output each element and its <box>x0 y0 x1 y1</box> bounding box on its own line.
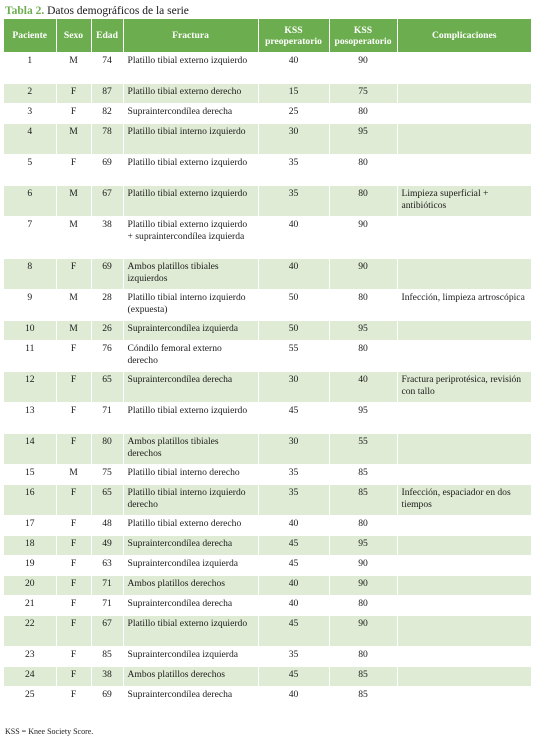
cell-fractura: Platillo tibial interno izquierdo derecho <box>123 485 258 516</box>
cell-sexo: F <box>56 372 91 403</box>
demographics-table <box>4 19 531 707</box>
cell-complicaciones <box>397 687 531 707</box>
cell-kss-pre: 45 <box>258 536 329 556</box>
cell-kss-pos: 80 <box>329 647 397 667</box>
cell-sexo: F <box>56 616 91 647</box>
cell-paciente: 21 <box>4 596 56 616</box>
cell-sexo: M <box>56 186 91 217</box>
header-sexo: Sexo <box>56 19 91 53</box>
cell-kss-pos: 80 <box>329 341 397 372</box>
cell-kss-pos: 80 <box>329 155 397 186</box>
cell-paciente: 2 <box>4 84 56 104</box>
cell-kss-pre: 40 <box>258 516 329 536</box>
cell-complicaciones <box>397 465 531 485</box>
header-edad: Edad <box>91 19 123 53</box>
cell-kss-pos: 80 <box>329 596 397 616</box>
cell-kss-pre: 30 <box>258 372 329 403</box>
cell-kss-pos: 90 <box>329 616 397 647</box>
cell-kss-pos: 90 <box>329 217 397 259</box>
cell-complicaciones: Limpieza superficial + antibióticos <box>397 186 531 217</box>
cell-sexo: F <box>56 341 91 372</box>
cell-sexo: F <box>56 556 91 576</box>
table-row <box>4 259 531 290</box>
header-kss-preoperatorio: KSS preoperatorio <box>258 19 329 53</box>
cell-paciente: 6 <box>4 186 56 217</box>
cell-fractura: Platillo tibial externo izquierdo <box>123 616 258 647</box>
cell-sexo: F <box>56 403 91 434</box>
cell-fractura: Supraintercondílea derecha <box>123 536 258 556</box>
cell-fractura: Ambos platillos derechos <box>123 667 258 687</box>
table-row <box>4 53 531 84</box>
cell-fractura: Platillo tibial externo izquierdo <box>123 155 258 186</box>
cell-sexo: F <box>56 434 91 465</box>
table-row <box>4 596 531 616</box>
cell-complicaciones <box>397 84 531 104</box>
cell-kss-pre: 45 <box>258 403 329 434</box>
cell-kss-pos: 90 <box>329 53 397 84</box>
cell-paciente: 1 <box>4 53 56 84</box>
cell-fractura: Supraintercondílea derecha <box>123 687 258 707</box>
header-complicaciones: Complicaciones <box>397 19 531 53</box>
cell-sexo: F <box>56 667 91 687</box>
cell-kss-pre: 30 <box>258 434 329 465</box>
cell-paciente: 14 <box>4 434 56 465</box>
cell-kss-pre: 35 <box>258 155 329 186</box>
cell-kss-pos: 80 <box>329 186 397 217</box>
cell-kss-pre: 55 <box>258 341 329 372</box>
cell-sexo: M <box>56 465 91 485</box>
cell-fractura: Supraintercondílea derecha <box>123 372 258 403</box>
cell-kss-pre: 40 <box>258 687 329 707</box>
cell-paciente: 12 <box>4 372 56 403</box>
cell-sexo: M <box>56 321 91 341</box>
cell-edad: 26 <box>91 321 123 341</box>
table-row <box>4 321 531 341</box>
cell-sexo: F <box>56 687 91 707</box>
cell-complicaciones <box>397 647 531 667</box>
cell-edad: 28 <box>91 290 123 321</box>
cell-paciente: 8 <box>4 259 56 290</box>
cell-kss-pre: 45 <box>258 667 329 687</box>
table-row <box>4 155 531 186</box>
cell-complicaciones <box>397 53 531 84</box>
cell-kss-pos: 85 <box>329 485 397 516</box>
cell-complicaciones <box>397 576 531 596</box>
table-row <box>4 576 531 596</box>
cell-complicaciones <box>397 556 531 576</box>
cell-fractura: Cóndilo femoral externo derecho <box>123 341 258 372</box>
cell-complicaciones <box>397 341 531 372</box>
cell-kss-pos: 95 <box>329 403 397 434</box>
cell-complicaciones <box>397 516 531 536</box>
cell-paciente: 15 <box>4 465 56 485</box>
cell-edad: 87 <box>91 84 123 104</box>
table-row <box>4 104 531 124</box>
table-row <box>4 667 531 687</box>
cell-edad: 67 <box>91 616 123 647</box>
cell-fractura: Ambos platillos derechos <box>123 576 258 596</box>
cell-paciente: 24 <box>4 667 56 687</box>
table-row <box>4 485 531 516</box>
cell-complicaciones <box>397 321 531 341</box>
cell-edad: 65 <box>91 485 123 516</box>
cell-complicaciones <box>397 616 531 647</box>
cell-kss-pos: 85 <box>329 465 397 485</box>
cell-complicaciones <box>397 155 531 186</box>
cell-edad: 69 <box>91 259 123 290</box>
cell-sexo: F <box>56 596 91 616</box>
cell-sexo: M <box>56 53 91 84</box>
cell-kss-pos: 40 <box>329 372 397 403</box>
cell-edad: 75 <box>91 465 123 485</box>
cell-kss-pre: 40 <box>258 576 329 596</box>
cell-fractura: Supraintercondílea izquierda <box>123 647 258 667</box>
footnote: KSS = Knee Society Score. <box>5 727 94 736</box>
cell-kss-pre: 30 <box>258 124 329 155</box>
cell-edad: 85 <box>91 647 123 667</box>
cell-complicaciones <box>397 596 531 616</box>
cell-kss-pre: 45 <box>258 616 329 647</box>
cell-sexo: F <box>56 155 91 186</box>
cell-kss-pos: 90 <box>329 576 397 596</box>
cell-paciente: 9 <box>4 290 56 321</box>
cell-complicaciones: Infección, limpieza artroscópica <box>397 290 531 321</box>
cell-complicaciones <box>397 403 531 434</box>
table-row <box>4 124 531 155</box>
cell-sexo: M <box>56 217 91 259</box>
cell-kss-pos: 85 <box>329 687 397 707</box>
cell-kss-pre: 35 <box>258 186 329 217</box>
table-row <box>4 647 531 667</box>
cell-fractura: Platillo tibial externo izquierdo <box>123 53 258 84</box>
cell-kss-pos: 80 <box>329 104 397 124</box>
cell-fractura: Platillo tibial externo izquierdo + supraintercondílea izquierda <box>123 217 258 259</box>
table-row <box>4 290 531 321</box>
header-paciente: Paciente <box>4 19 56 53</box>
cell-paciente: 17 <box>4 516 56 536</box>
cell-edad: 74 <box>91 53 123 84</box>
cell-paciente: 5 <box>4 155 56 186</box>
cell-edad: 49 <box>91 536 123 556</box>
header-kss-posoperatorio: KSS posoperatorio <box>329 19 397 53</box>
table-caption <box>5 4 189 18</box>
cell-kss-pos: 55 <box>329 434 397 465</box>
cell-edad: 71 <box>91 576 123 596</box>
cell-fractura: Supraintercondílea derecha <box>123 596 258 616</box>
cell-fractura: Supraintercondílea izquierda <box>123 556 258 576</box>
cell-kss-pos: 85 <box>329 667 397 687</box>
cell-kss-pos: 90 <box>329 556 397 576</box>
table-row <box>4 616 531 647</box>
cell-paciente: 3 <box>4 104 56 124</box>
cell-kss-pre: 45 <box>258 556 329 576</box>
cell-paciente: 11 <box>4 341 56 372</box>
table-row <box>4 556 531 576</box>
cell-fractura: Platillo tibial interno derecho <box>123 465 258 485</box>
cell-edad: 71 <box>91 596 123 616</box>
cell-complicaciones: Fractura periprotésica, revisión con tallo <box>397 372 531 403</box>
cell-sexo: M <box>56 124 91 155</box>
cell-kss-pre: 40 <box>258 53 329 84</box>
cell-sexo: F <box>56 259 91 290</box>
cell-edad: 69 <box>91 155 123 186</box>
cell-kss-pos: 80 <box>329 516 397 536</box>
cell-edad: 76 <box>91 341 123 372</box>
cell-fractura: Platillo tibial externo derecho <box>123 516 258 536</box>
cell-kss-pre: 35 <box>258 465 329 485</box>
cell-complicaciones <box>397 124 531 155</box>
cell-fractura: Supraintercondílea izquierda <box>123 321 258 341</box>
cell-edad: 38 <box>91 667 123 687</box>
table-row <box>4 403 531 434</box>
cell-kss-pre: 15 <box>258 84 329 104</box>
table-row <box>4 372 531 403</box>
cell-complicaciones <box>397 259 531 290</box>
cell-kss-pos: 90 <box>329 259 397 290</box>
cell-paciente: 19 <box>4 556 56 576</box>
cell-sexo: F <box>56 516 91 536</box>
cell-kss-pre: 35 <box>258 485 329 516</box>
cell-fractura: Supraintercondílea derecha <box>123 104 258 124</box>
header-row <box>4 19 531 53</box>
cell-edad: 71 <box>91 403 123 434</box>
cell-paciente: 20 <box>4 576 56 596</box>
cell-edad: 65 <box>91 372 123 403</box>
cell-sexo: F <box>56 485 91 516</box>
cell-paciente: 13 <box>4 403 56 434</box>
cell-kss-pos: 95 <box>329 321 397 341</box>
cell-edad: 78 <box>91 124 123 155</box>
table-row <box>4 536 531 556</box>
cell-complicaciones: Infección, espaciador en dos tiempos <box>397 485 531 516</box>
cell-edad: 82 <box>91 104 123 124</box>
cell-paciente: 18 <box>4 536 56 556</box>
table-row <box>4 434 531 465</box>
cell-kss-pre: 25 <box>258 104 329 124</box>
cell-paciente: 16 <box>4 485 56 516</box>
cell-fractura: Platillo tibial externo izquierdo <box>123 186 258 217</box>
cell-kss-pre: 35 <box>258 647 329 667</box>
table-row <box>4 217 531 259</box>
cell-kss-pre: 50 <box>258 290 329 321</box>
cell-paciente: 22 <box>4 616 56 647</box>
cell-paciente: 10 <box>4 321 56 341</box>
cell-sexo: F <box>56 576 91 596</box>
cell-fractura: Ambos platillos tibiales izquierdos <box>123 259 258 290</box>
cell-complicaciones <box>397 667 531 687</box>
cell-sexo: F <box>56 647 91 667</box>
header-fractura: Fractura <box>123 19 258 53</box>
cell-complicaciones <box>397 104 531 124</box>
table-row <box>4 84 531 104</box>
table-row <box>4 465 531 485</box>
cell-complicaciones <box>397 536 531 556</box>
cell-kss-pos: 75 <box>329 84 397 104</box>
cell-edad: 38 <box>91 217 123 259</box>
cell-sexo: M <box>56 290 91 321</box>
cell-fractura: Platillo tibial externo derecho <box>123 84 258 104</box>
caption-title: Datos demográficos de la serie <box>47 5 189 17</box>
cell-paciente: 4 <box>4 124 56 155</box>
cell-kss-pre: 50 <box>258 321 329 341</box>
cell-edad: 63 <box>91 556 123 576</box>
cell-kss-pos: 80 <box>329 290 397 321</box>
cell-paciente: 25 <box>4 687 56 707</box>
cell-kss-pre: 40 <box>258 259 329 290</box>
cell-edad: 48 <box>91 516 123 536</box>
cell-kss-pre: 40 <box>258 217 329 259</box>
table-row <box>4 186 531 217</box>
cell-kss-pos: 95 <box>329 124 397 155</box>
cell-paciente: 23 <box>4 647 56 667</box>
cell-complicaciones <box>397 217 531 259</box>
cell-sexo: F <box>56 536 91 556</box>
cell-fractura: Platillo tibial interno izquierdo <box>123 124 258 155</box>
cell-complicaciones <box>397 434 531 465</box>
cell-fractura: Platillo tibial interno izquierdo (expuesta) <box>123 290 258 321</box>
caption-label: Tabla 2. <box>5 5 45 17</box>
table-body <box>4 53 531 707</box>
cell-edad: 67 <box>91 186 123 217</box>
table-row <box>4 687 531 707</box>
cell-kss-pre: 40 <box>258 596 329 616</box>
table-row <box>4 516 531 536</box>
cell-fractura: Platillo tibial externo izquierdo <box>123 403 258 434</box>
cell-kss-pos: 95 <box>329 536 397 556</box>
cell-fractura: Ambos platillos tibiales derechos <box>123 434 258 465</box>
cell-edad: 69 <box>91 687 123 707</box>
cell-sexo: F <box>56 104 91 124</box>
table-row <box>4 341 531 372</box>
cell-paciente: 7 <box>4 217 56 259</box>
cell-edad: 80 <box>91 434 123 465</box>
cell-sexo: F <box>56 84 91 104</box>
